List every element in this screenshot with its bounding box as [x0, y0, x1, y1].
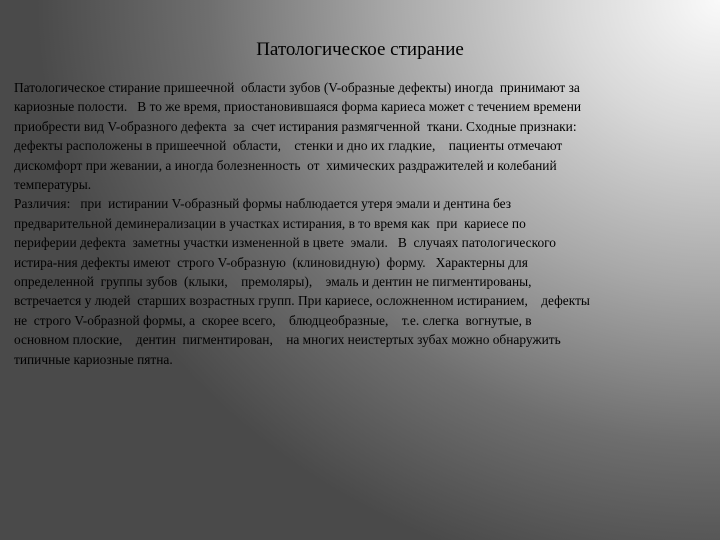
- text-line: Патологическое стирание пришеечной области зубов (V-образные дефекты) иногда принимают за: [14, 80, 580, 95]
- text-line: приобрести вид V-образного дефекта за счет истирания размягченной ткани. Сходные признаки:: [14, 118, 577, 134]
- slide-body-text: [14, 78, 714, 369]
- text-line: истира-ния дефекты имеют строго V-образную (клиновидную) форму. Характерны для: [14, 254, 528, 270]
- text-line: основном плоские, дентин пигментирован, на многих неистертых зубах можно обнаружить: [14, 332, 561, 348]
- text-line: типичные кариозные пятна.: [14, 351, 173, 367]
- text-line: дискомфорт при жевании, а иногда болезненность от химических раздражителей и колебаний: [14, 157, 557, 173]
- text-line: Различия: при истирании V-образный формы наблюдается утеря эмали и дентина без: [14, 196, 512, 212]
- text-line: температуры.: [14, 177, 92, 193]
- text-line: дефекты расположены в пришеечной области, стенки и дно их гладкие, пациенты отмечают: [14, 138, 563, 154]
- slide-title: Патологическое стирание: [256, 39, 464, 60]
- text-line: не строго V-образной формы, а скорее всего, блюдцеобразные, т.е. слегка вогнутые, в: [14, 312, 532, 328]
- text-line: периферии дефекта заметны участки измененной в цвете эмали. В случаях патологического: [14, 235, 556, 251]
- text-line: предварительной деминерализации в участках истирания, в то время как при кариесе по: [14, 215, 526, 231]
- text-line: встречается у людей старших возрастных групп. При кариесе, осложненном истиранием, дефекты: [14, 293, 590, 309]
- text-line: определенной группы зубов (клыки, премоляры), эмаль и дентин не пигментированы,: [14, 274, 532, 290]
- text-line: кариозные полости. В то же время, приостановившаяся форма кариеса может с течением времени: [14, 99, 582, 115]
